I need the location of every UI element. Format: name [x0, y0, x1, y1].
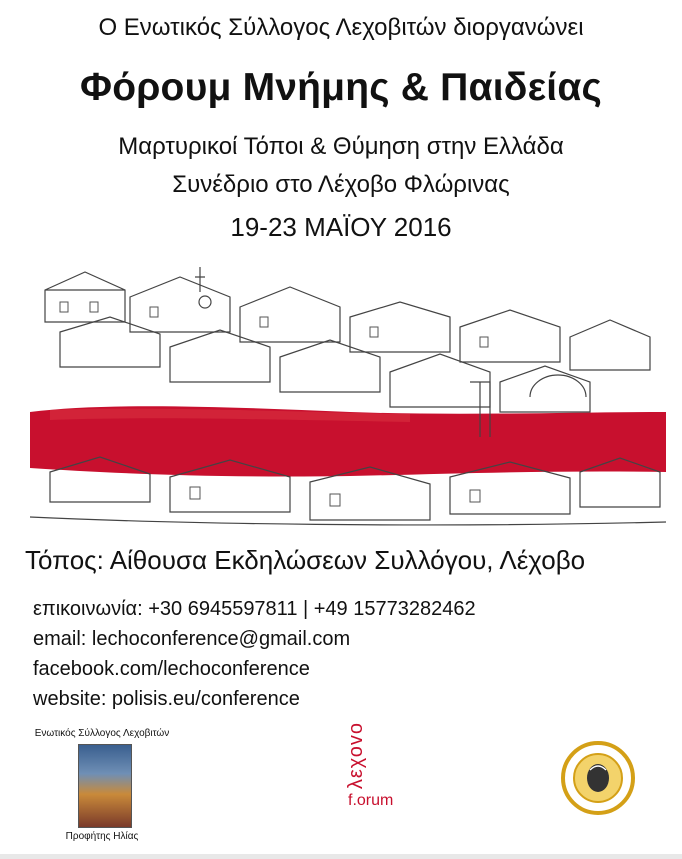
bottom-bar — [0, 854, 682, 859]
brand-vertical-text: λεχοvo — [345, 722, 367, 790]
village-sketch-illustration — [30, 262, 666, 532]
icon-caption: Προφήτης Ηλίας — [65, 831, 139, 842]
saint-icon-image — [78, 744, 132, 828]
organizer-line: Ο Ενωτικός Σύλλογος Λεχοβιτών διοργανώνει — [98, 14, 584, 41]
lechovo-forum-logo — [336, 722, 396, 852]
conference-dates: 19-23 ΜΑΪΟΥ 2016 — [230, 212, 452, 242]
association-caption: Ενωτικός Σύλλογος Λεχοβιτών — [34, 728, 170, 739]
venue-line: Τόπος: Αίθουσα Εκδηλώσεων Συλλόγου, Λέχοβο — [25, 545, 586, 575]
houses-sketch — [30, 267, 666, 525]
municipality-seal — [560, 740, 636, 816]
association-logo — [28, 728, 176, 848]
poster-title: Φόρουμ Μνήμης & Παιδείας — [79, 66, 602, 109]
contact-website[interactable]: website: polisis.eu/conference — [33, 688, 300, 710]
conference-location: Συνέδριο στο Λέχοβο Φλώρινας — [172, 171, 510, 198]
contact-facebook[interactable]: facebook.com/lechoconference — [33, 658, 310, 680]
contact-phone: επικοινωνία: +30 6945597811 | +49 15773282462 — [33, 598, 476, 620]
contact-email[interactable]: email: lechoconference@gmail.com — [33, 628, 351, 650]
poster-subtitle: Μαρτυρικοί Τόποι & Θύμηση στην Ελλάδα — [118, 133, 564, 160]
brand-forum-text: f.orum — [348, 792, 394, 809]
